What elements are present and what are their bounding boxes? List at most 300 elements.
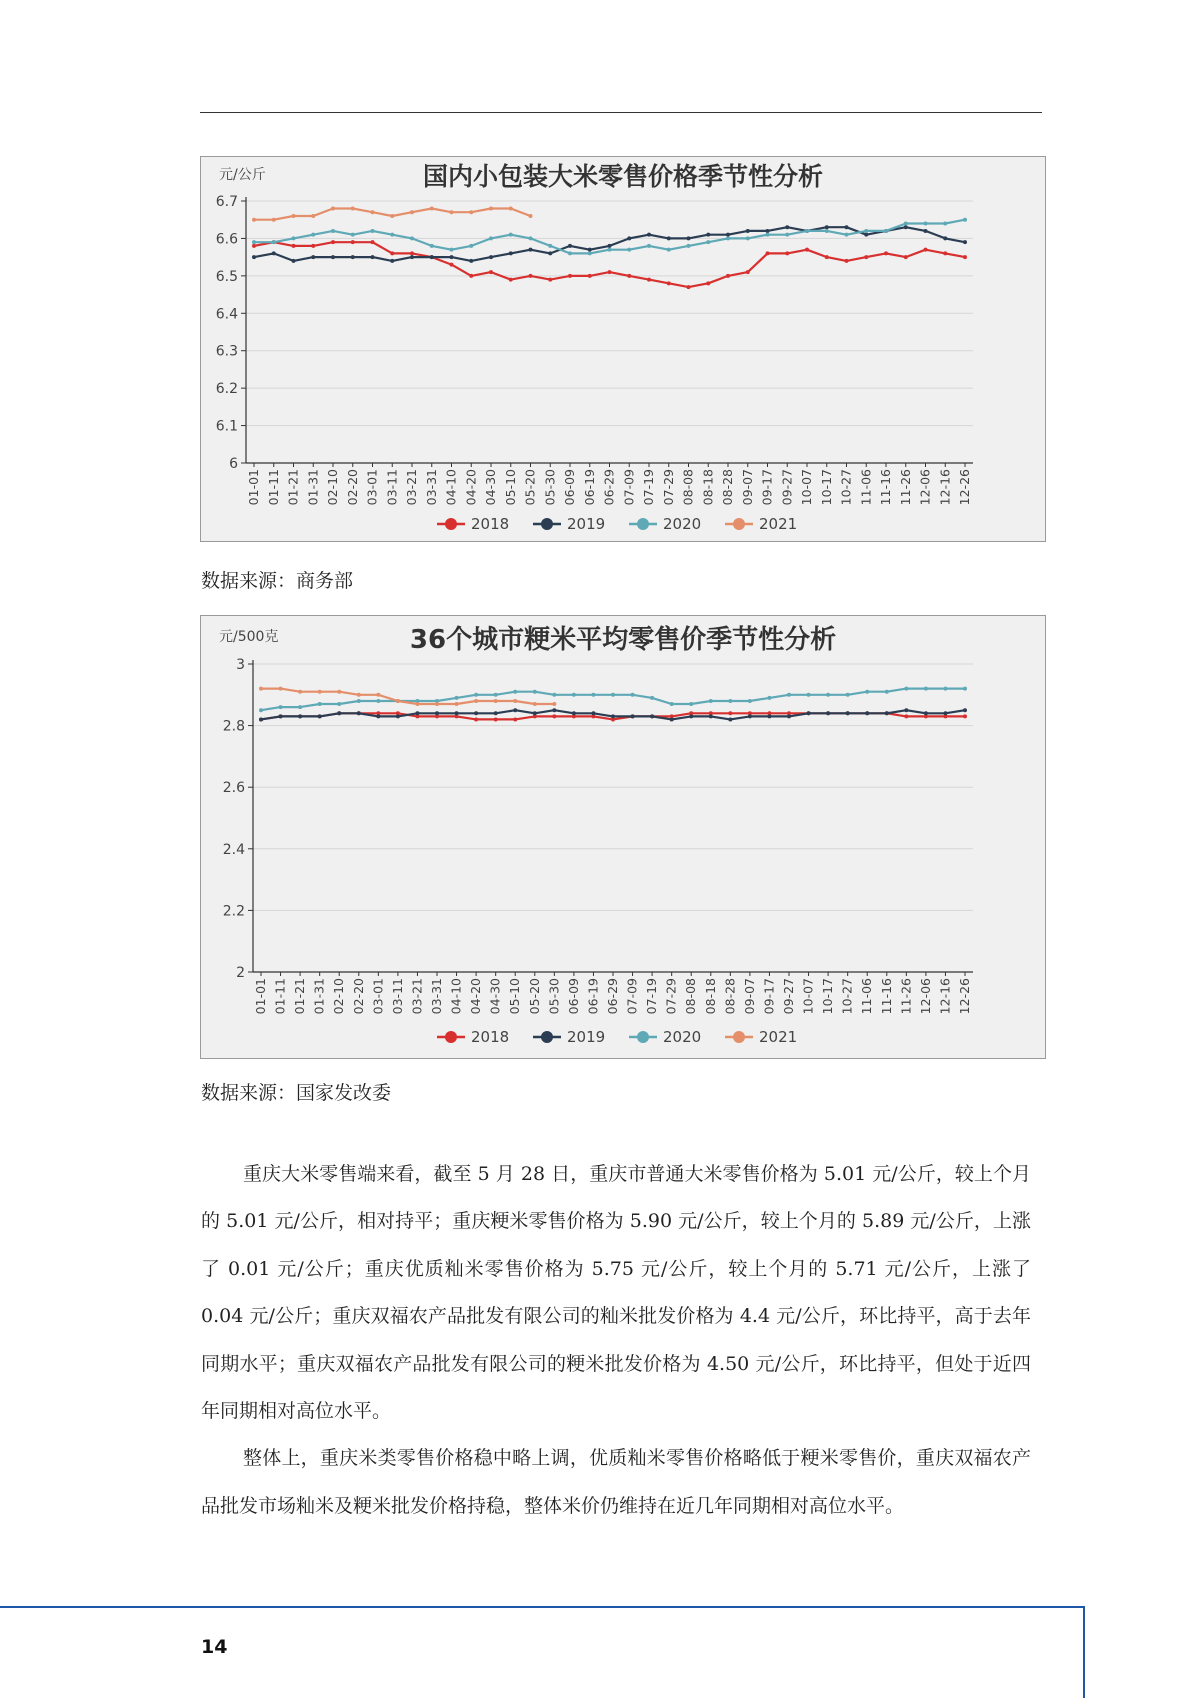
plot-area bbox=[246, 201, 973, 463]
data-point-2020 bbox=[494, 693, 498, 697]
data-point-2018 bbox=[706, 281, 710, 285]
data-point-2020 bbox=[259, 708, 263, 712]
data-point-2021 bbox=[552, 702, 556, 706]
data-point-2019 bbox=[865, 711, 869, 715]
page-number: 14 bbox=[201, 1636, 228, 1658]
data-point-2018 bbox=[825, 255, 829, 259]
chart-japonica-rice-price bbox=[200, 615, 1046, 1059]
x-tick-label: 06-19 bbox=[581, 469, 597, 506]
x-tick-label: 06-09 bbox=[562, 469, 577, 506]
x-tick-label: 06-19 bbox=[585, 978, 601, 1015]
data-point-2020 bbox=[591, 693, 595, 697]
y-tick-label: 6.4 bbox=[215, 306, 238, 323]
data-point-2021 bbox=[390, 214, 394, 218]
data-point-2020 bbox=[513, 690, 517, 694]
x-tick-label: 03-11 bbox=[389, 978, 405, 1015]
data-point-2019 bbox=[631, 714, 635, 718]
data-point-2019 bbox=[943, 236, 947, 240]
data-point-2019 bbox=[529, 248, 533, 252]
legend-marker bbox=[637, 518, 649, 530]
x-tick-label: 05-30 bbox=[546, 978, 562, 1015]
x-tick-label: 04-30 bbox=[487, 978, 503, 1015]
data-point-2019 bbox=[846, 711, 850, 715]
chart-title: 国内小包装大米零售价格季节性分析 bbox=[422, 162, 824, 191]
data-point-2020 bbox=[746, 236, 750, 240]
data-point-2020 bbox=[252, 240, 256, 244]
data-point-2019 bbox=[568, 244, 572, 248]
data-point-2021 bbox=[279, 687, 283, 691]
data-point-2020 bbox=[568, 251, 572, 255]
data-point-2019 bbox=[826, 711, 830, 715]
x-tick-label: 11-06 bbox=[859, 978, 875, 1015]
data-point-2021 bbox=[430, 206, 434, 210]
data-point-2020 bbox=[292, 236, 296, 240]
x-tick-label: 01-11 bbox=[272, 978, 288, 1015]
data-point-2019 bbox=[689, 714, 693, 718]
data-point-2020 bbox=[311, 233, 315, 237]
x-tick-label: 02-20 bbox=[350, 978, 366, 1015]
data-point-2018 bbox=[410, 251, 414, 255]
data-point-2020 bbox=[509, 233, 513, 237]
data-point-2019 bbox=[845, 225, 849, 229]
data-point-2018 bbox=[548, 278, 552, 282]
data-point-2019 bbox=[904, 225, 908, 229]
x-tick-label: 09-07 bbox=[739, 469, 755, 506]
data-point-2020 bbox=[474, 693, 478, 697]
data-point-2019 bbox=[450, 255, 454, 259]
data-point-2020 bbox=[943, 221, 947, 225]
data-point-2018 bbox=[568, 274, 572, 278]
y-tick-label: 6.6 bbox=[215, 231, 238, 248]
data-point-2020 bbox=[825, 229, 829, 233]
data-point-2019 bbox=[259, 717, 263, 721]
body-text bbox=[201, 1151, 1031, 1530]
data-point-2020 bbox=[826, 693, 830, 697]
x-tick-label: 05-20 bbox=[526, 978, 542, 1015]
x-tick-label: 09-07 bbox=[741, 978, 757, 1015]
data-point-2018 bbox=[489, 270, 493, 274]
chart-retail-rice-price bbox=[200, 156, 1046, 542]
data-point-2019 bbox=[748, 714, 752, 718]
data-point-2021 bbox=[455, 702, 459, 706]
data-point-2021 bbox=[494, 699, 498, 703]
x-tick-label: 03-11 bbox=[384, 469, 400, 506]
y-tick-label: 6 bbox=[229, 456, 238, 472]
x-tick-label: 03-01 bbox=[364, 469, 380, 506]
x-tick-label: 11-16 bbox=[878, 978, 894, 1015]
data-point-2019 bbox=[292, 259, 296, 263]
data-point-2020 bbox=[552, 693, 556, 697]
data-point-2020 bbox=[728, 699, 732, 703]
data-point-2018 bbox=[647, 278, 651, 282]
footer-border bbox=[1083, 1606, 1085, 1698]
data-point-2020 bbox=[529, 236, 533, 240]
data-point-2020 bbox=[785, 233, 789, 237]
x-tick-label: 11-16 bbox=[878, 469, 893, 506]
x-tick-label: 03-31 bbox=[429, 978, 444, 1015]
data-point-2019 bbox=[351, 255, 355, 259]
x-tick-label: 11-26 bbox=[898, 978, 914, 1015]
y-tick-label: 6.5 bbox=[215, 268, 238, 285]
x-tick-label: 02-10 bbox=[325, 469, 340, 506]
data-point-2020 bbox=[726, 236, 730, 240]
data-point-2018 bbox=[494, 717, 498, 721]
data-point-2019 bbox=[904, 708, 908, 712]
data-point-2018 bbox=[904, 255, 908, 259]
data-point-2021 bbox=[513, 699, 517, 703]
data-point-2019 bbox=[311, 255, 315, 259]
data-point-2021 bbox=[410, 210, 414, 214]
y-tick-label: 2 bbox=[236, 965, 245, 981]
header-rule bbox=[200, 112, 1042, 113]
x-tick-label: 03-01 bbox=[370, 978, 386, 1015]
data-point-2020 bbox=[469, 244, 473, 248]
data-point-2020 bbox=[864, 229, 868, 233]
x-tick-label: 05-10 bbox=[502, 469, 518, 506]
x-tick-label: 07-19 bbox=[644, 978, 660, 1015]
x-tick-label: 05-10 bbox=[507, 978, 523, 1015]
data-point-2018 bbox=[608, 270, 612, 274]
data-point-2021 bbox=[331, 206, 335, 210]
data-point-2019 bbox=[513, 708, 517, 712]
data-point-2021 bbox=[272, 218, 276, 222]
x-tick-label: 08-08 bbox=[683, 978, 699, 1015]
data-point-2021 bbox=[435, 702, 439, 706]
data-point-2018 bbox=[805, 248, 809, 252]
x-tick-label: 05-30 bbox=[542, 469, 558, 506]
x-tick-label: 04-30 bbox=[483, 469, 498, 506]
y-tick-label: 2.6 bbox=[222, 780, 245, 797]
x-tick-label: 03-21 bbox=[404, 469, 419, 506]
data-point-2019 bbox=[410, 255, 414, 259]
y-tick-label: 2.2 bbox=[222, 903, 245, 920]
x-tick-label: 09-27 bbox=[781, 978, 796, 1015]
legend-label: 2019 bbox=[567, 515, 606, 533]
legend-marker bbox=[541, 1031, 553, 1043]
data-point-2020 bbox=[943, 687, 947, 691]
y-tick-label: 2.8 bbox=[222, 718, 245, 735]
data-point-2019 bbox=[667, 236, 671, 240]
x-tick-label: 10-17 bbox=[818, 469, 834, 506]
data-point-2018 bbox=[864, 255, 868, 259]
data-point-2020 bbox=[455, 696, 459, 700]
data-point-2020 bbox=[845, 233, 849, 237]
x-tick-label: 06-29 bbox=[605, 978, 620, 1015]
data-point-2020 bbox=[430, 244, 434, 248]
chart-title: 36个城市粳米平均零售价季节性分析 bbox=[409, 625, 837, 655]
data-point-2019 bbox=[435, 711, 439, 715]
data-point-2018 bbox=[766, 251, 770, 255]
data-point-2018 bbox=[904, 714, 908, 718]
x-tick-label: 10-07 bbox=[800, 978, 816, 1015]
x-tick-label: 02-20 bbox=[344, 469, 360, 506]
data-point-2020 bbox=[410, 236, 414, 240]
legend-label: 2020 bbox=[663, 1028, 702, 1046]
data-point-2020 bbox=[807, 693, 811, 697]
data-point-2018 bbox=[728, 711, 732, 715]
x-tick-label: 03-31 bbox=[423, 469, 439, 506]
plot-area bbox=[253, 664, 973, 972]
data-point-2018 bbox=[331, 240, 335, 244]
x-tick-label: 02-10 bbox=[331, 978, 347, 1015]
data-point-2020 bbox=[865, 690, 869, 694]
data-point-2019 bbox=[670, 717, 674, 721]
data-point-2018 bbox=[450, 263, 454, 267]
data-point-2020 bbox=[963, 687, 967, 691]
data-point-2021 bbox=[529, 214, 533, 218]
data-point-2018 bbox=[529, 274, 533, 278]
data-point-2019 bbox=[272, 251, 276, 255]
data-point-2018 bbox=[943, 251, 947, 255]
data-point-2019 bbox=[963, 240, 967, 244]
data-point-2020 bbox=[904, 687, 908, 691]
x-tick-label: 09-17 bbox=[759, 469, 775, 506]
legend-marker bbox=[445, 518, 457, 530]
data-point-2019 bbox=[726, 233, 730, 237]
data-point-2019 bbox=[787, 714, 791, 718]
x-tick-label: 09-17 bbox=[761, 978, 777, 1015]
data-point-2020 bbox=[748, 699, 752, 703]
data-point-2019 bbox=[357, 711, 361, 715]
x-tick-label: 10-27 bbox=[839, 978, 855, 1015]
data-point-2020 bbox=[766, 233, 770, 237]
x-tick-label: 08-28 bbox=[720, 469, 735, 506]
footer-rule bbox=[0, 1606, 1084, 1608]
y-axis-unit: 元/500克 bbox=[219, 629, 279, 645]
data-point-2019 bbox=[709, 714, 713, 718]
legend-marker bbox=[733, 1031, 745, 1043]
chart-source: 数据来源：商务部 bbox=[201, 570, 354, 592]
x-tick-label: 07-19 bbox=[641, 469, 656, 506]
data-point-2018 bbox=[726, 274, 730, 278]
x-tick-label: 07-29 bbox=[663, 978, 679, 1015]
data-point-2020 bbox=[548, 244, 552, 248]
data-point-2018 bbox=[963, 255, 967, 259]
x-tick-label: 11-06 bbox=[858, 469, 874, 506]
x-tick-label: 12-06 bbox=[917, 978, 933, 1015]
data-point-2020 bbox=[351, 233, 355, 237]
legend-label: 2019 bbox=[567, 1028, 606, 1046]
data-point-2020 bbox=[787, 693, 791, 697]
data-point-2021 bbox=[474, 699, 478, 703]
data-point-2019 bbox=[474, 711, 478, 715]
data-point-2020 bbox=[611, 693, 615, 697]
data-point-2019 bbox=[611, 714, 615, 718]
data-point-2020 bbox=[298, 705, 302, 709]
data-point-2020 bbox=[371, 229, 375, 233]
legend-label: 2021 bbox=[759, 515, 798, 533]
x-tick-label: 08-28 bbox=[722, 978, 738, 1015]
paragraph: 整体上，重庆米类零售价格稳中略上调，优质籼米零售价格略低于粳米零售价，重庆双福农产品批发市场籼米及粳米批发价格持稳，整体米价仍维持在近几年同期相对高位水平。 bbox=[201, 1447, 1031, 1517]
data-point-2019 bbox=[650, 714, 654, 718]
y-tick-label: 6.3 bbox=[215, 343, 238, 360]
chart-source: 数据来源：国家发改委 bbox=[201, 1082, 392, 1104]
data-point-2019 bbox=[430, 255, 434, 259]
data-point-2020 bbox=[572, 693, 576, 697]
x-tick-label: 04-10 bbox=[448, 978, 464, 1015]
x-tick-label: 05-20 bbox=[522, 469, 538, 506]
x-tick-label: 01-31 bbox=[305, 469, 321, 506]
data-point-2021 bbox=[396, 699, 400, 703]
x-tick-label: 01-31 bbox=[311, 978, 327, 1015]
data-point-2020 bbox=[390, 233, 394, 237]
data-point-2021 bbox=[371, 210, 375, 214]
data-point-2018 bbox=[845, 259, 849, 263]
data-point-2019 bbox=[943, 711, 947, 715]
data-point-2019 bbox=[376, 714, 380, 718]
x-tick-label: 08-18 bbox=[702, 978, 718, 1015]
data-point-2019 bbox=[924, 229, 928, 233]
data-point-2021 bbox=[337, 690, 341, 694]
y-tick-label: 6.1 bbox=[215, 418, 238, 435]
x-tick-label: 10-17 bbox=[820, 978, 836, 1015]
x-tick-label: 06-29 bbox=[601, 469, 617, 506]
data-point-2019 bbox=[469, 259, 473, 263]
data-point-2018 bbox=[292, 244, 296, 248]
x-tick-label: 07-09 bbox=[624, 978, 640, 1015]
data-point-2019 bbox=[489, 255, 493, 259]
data-point-2020 bbox=[884, 229, 888, 233]
data-point-2018 bbox=[371, 240, 375, 244]
data-point-2019 bbox=[746, 229, 750, 233]
x-tick-label: 07-09 bbox=[621, 469, 637, 506]
chart-svg bbox=[201, 157, 1045, 541]
x-tick-label: 01-21 bbox=[292, 978, 308, 1015]
data-point-2018 bbox=[963, 714, 967, 718]
data-point-2018 bbox=[552, 714, 556, 718]
y-axis-unit: 元/公斤 bbox=[219, 167, 266, 183]
data-point-2020 bbox=[450, 248, 454, 252]
data-point-2019 bbox=[572, 711, 576, 715]
data-point-2018 bbox=[627, 274, 631, 278]
data-point-2020 bbox=[650, 696, 654, 700]
x-tick-label: 12-16 bbox=[937, 978, 953, 1015]
data-point-2019 bbox=[337, 711, 341, 715]
legend-marker bbox=[637, 1031, 649, 1043]
data-point-2019 bbox=[548, 251, 552, 255]
data-point-2019 bbox=[331, 255, 335, 259]
data-point-2019 bbox=[785, 225, 789, 229]
data-point-2020 bbox=[706, 240, 710, 244]
data-point-2020 bbox=[924, 221, 928, 225]
data-point-2018 bbox=[474, 717, 478, 721]
data-point-2019 bbox=[627, 236, 631, 240]
data-point-2021 bbox=[252, 218, 256, 222]
data-point-2021 bbox=[318, 690, 322, 694]
data-point-2018 bbox=[469, 274, 473, 278]
x-tick-label: 10-27 bbox=[838, 469, 854, 506]
data-point-2021 bbox=[311, 214, 315, 218]
data-point-2021 bbox=[298, 690, 302, 694]
data-point-2019 bbox=[371, 255, 375, 259]
data-point-2019 bbox=[706, 233, 710, 237]
x-tick-label: 07-29 bbox=[660, 469, 676, 506]
x-tick-label: 08-18 bbox=[700, 469, 716, 506]
data-point-2020 bbox=[608, 248, 612, 252]
x-tick-label: 11-26 bbox=[897, 469, 913, 506]
data-point-2021 bbox=[376, 693, 380, 697]
chart-svg bbox=[201, 616, 1045, 1058]
data-point-2019 bbox=[494, 711, 498, 715]
data-point-2018 bbox=[513, 717, 517, 721]
data-point-2020 bbox=[588, 251, 592, 255]
data-point-2020 bbox=[904, 221, 908, 225]
data-point-2019 bbox=[647, 233, 651, 237]
data-point-2020 bbox=[687, 244, 691, 248]
data-point-2021 bbox=[415, 702, 419, 706]
data-point-2021 bbox=[469, 210, 473, 214]
data-point-2019 bbox=[396, 714, 400, 718]
data-point-2020 bbox=[533, 690, 537, 694]
data-point-2018 bbox=[667, 281, 671, 285]
data-point-2021 bbox=[259, 687, 263, 691]
data-point-2019 bbox=[807, 711, 811, 715]
data-point-2021 bbox=[351, 206, 355, 210]
data-point-2021 bbox=[450, 210, 454, 214]
data-point-2020 bbox=[631, 693, 635, 697]
data-point-2019 bbox=[687, 236, 691, 240]
data-point-2020 bbox=[805, 229, 809, 233]
data-point-2020 bbox=[376, 699, 380, 703]
x-tick-label: 01-01 bbox=[246, 469, 261, 506]
data-point-2019 bbox=[455, 711, 459, 715]
data-point-2020 bbox=[331, 229, 335, 233]
x-tick-label: 12-26 bbox=[957, 978, 972, 1015]
data-point-2019 bbox=[825, 225, 829, 229]
data-point-2018 bbox=[311, 244, 315, 248]
data-point-2018 bbox=[509, 278, 513, 282]
data-point-2019 bbox=[924, 711, 928, 715]
data-point-2021 bbox=[357, 693, 361, 697]
data-point-2020 bbox=[337, 702, 341, 706]
data-point-2020 bbox=[489, 236, 493, 240]
data-point-2021 bbox=[489, 206, 493, 210]
data-point-2020 bbox=[279, 705, 283, 709]
y-tick-label: 2.4 bbox=[222, 841, 245, 858]
data-point-2019 bbox=[864, 233, 868, 237]
x-tick-label: 01-01 bbox=[253, 978, 268, 1015]
data-point-2020 bbox=[670, 702, 674, 706]
data-point-2019 bbox=[591, 711, 595, 715]
data-point-2019 bbox=[252, 255, 256, 259]
paragraph: 重庆大米零售端来看，截至 5 月 28 日，重庆市普通大米零售价格为 5.01 元/公斤，较上个月的 5.01 元/公斤，相对持平；重庆粳米零售价格为 5.90 元/公斤，较上个月的 5.89 元/公斤，上涨了 0.01 元/公斤；重庆优质籼米零售价格为 5.75 元/公斤，较上个月的 5.71 元/公斤，上涨了 0.04 元/公斤；重庆双福农产品批发有限公司的籼米批发价格为 4.4 元/公斤，环比持平，高于去年同期水平；重庆双福农产品批发有限公司的粳米批发价格为 4.50 元/公斤，环比持平，但处于近四年同期相对高位水平。 bbox=[201, 1163, 1031, 1423]
x-tick-label: 12-26 bbox=[957, 469, 972, 506]
data-point-2019 bbox=[963, 708, 967, 712]
x-tick-label: 04-20 bbox=[468, 978, 484, 1015]
x-tick-label: 08-08 bbox=[680, 469, 696, 506]
data-point-2019 bbox=[728, 717, 732, 721]
data-point-2021 bbox=[509, 206, 513, 210]
data-point-2019 bbox=[885, 711, 889, 715]
data-point-2019 bbox=[608, 244, 612, 248]
x-tick-label: 04-20 bbox=[463, 469, 479, 506]
data-point-2019 bbox=[588, 248, 592, 252]
legend-marker bbox=[541, 518, 553, 530]
y-tick-label: 3 bbox=[236, 657, 245, 673]
data-point-2020 bbox=[357, 699, 361, 703]
data-point-2019 bbox=[509, 251, 513, 255]
data-point-2020 bbox=[924, 687, 928, 691]
x-tick-label: 03-21 bbox=[409, 978, 425, 1015]
x-tick-label: 09-27 bbox=[779, 469, 795, 506]
data-point-2020 bbox=[647, 244, 651, 248]
legend-marker bbox=[445, 1031, 457, 1043]
data-point-2019 bbox=[766, 229, 770, 233]
data-point-2020 bbox=[709, 699, 713, 703]
data-point-2019 bbox=[298, 714, 302, 718]
data-point-2020 bbox=[767, 696, 771, 700]
data-point-2020 bbox=[627, 248, 631, 252]
